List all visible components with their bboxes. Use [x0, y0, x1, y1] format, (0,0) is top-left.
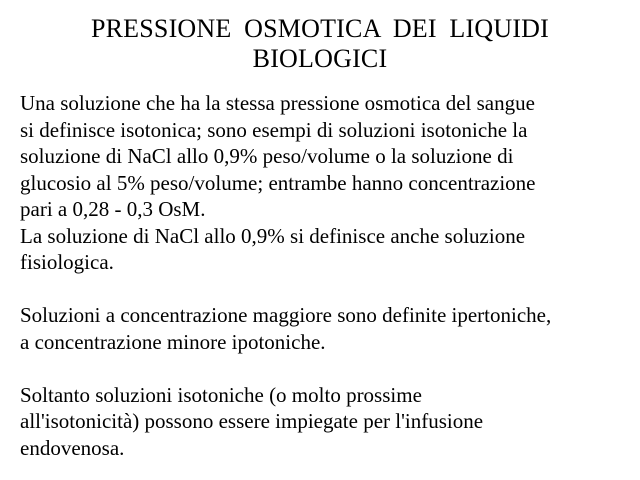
paragraph-gap — [20, 355, 630, 382]
slide-title — [0, 14, 640, 74]
text-line: Una soluzione che ha la stessa pressione osmotica del sangue — [20, 91, 535, 115]
text-line: Soluzioni a concentrazione maggiore sono definite ipertoniche, — [20, 303, 552, 327]
text-line: all'isotonicità) possono essere impiegate per l'infusione — [20, 409, 484, 433]
title-line: BIOLOGICI — [252, 44, 388, 73]
paragraph-gap — [20, 276, 630, 303]
text-line: si definisce isotonica; sono esempi di soluzioni isotoniche la — [20, 117, 528, 142]
paragraph-hyper-hypo — [20, 302, 630, 355]
text-line: pari a 0,28 - 0,3 OsM. — [20, 197, 206, 221]
title-line: PRESSIONE OSMOTICA DEI LIQUIDI — [90, 14, 550, 43]
paragraph-isotonic — [20, 90, 630, 276]
text-line: glucosio al 5% peso/volume; entrambe hanno concentrazione — [20, 170, 536, 195]
text-line: La soluzione di NaCl allo 0,9% si definisce anche soluzione — [20, 223, 526, 248]
text-line: a concentrazione minore ipotoniche. — [20, 329, 326, 354]
text-line: fisiologica. — [20, 250, 114, 274]
text-line: Soltanto soluzioni isotoniche (o molto prossime — [20, 382, 422, 407]
slide-body — [20, 90, 630, 461]
paragraph-infusion — [20, 382, 630, 462]
text-line: endovenosa. — [20, 435, 125, 460]
text-line: soluzione di NaCl allo 0,9% peso/volume o la soluzione di — [20, 144, 514, 168]
